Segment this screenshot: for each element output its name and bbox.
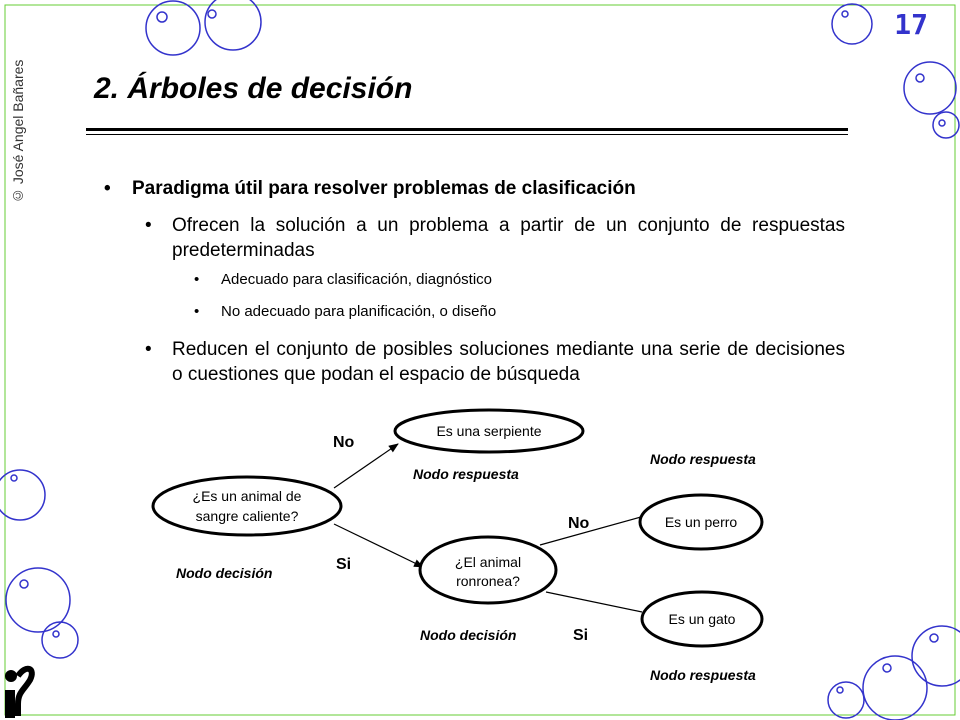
bullet-dot-icon: • xyxy=(194,271,200,288)
edge-label-no-2: No xyxy=(568,515,590,532)
bullet-item-1-text: Adecuado para clasificación, diagnóstico xyxy=(221,271,493,288)
node-ronronea xyxy=(420,537,556,603)
edge-ronronea-perro xyxy=(540,517,641,545)
bullet-main-text: Paradigma útil para resolver problemas de clasificación xyxy=(132,178,636,199)
node-ronronea-line2: ronronea? xyxy=(456,573,520,589)
node-root-line2: sangre caliente? xyxy=(195,508,299,524)
node-root-line1: ¿Es un animal de xyxy=(192,488,302,504)
copyright-text: © José Angel Bañares xyxy=(10,59,26,204)
caption-ronronea: Nodo decisión xyxy=(420,627,517,643)
bullet-dot-icon: • xyxy=(194,303,200,320)
node-ronronea-line1: ¿El animal xyxy=(454,554,522,570)
bullet-sub-2-text: Reducen el conjunto de posibles soluciones mediante una serie de decisiones o cuestiones que podan el espacio de búsqueda xyxy=(172,339,845,385)
slide-title: 2. Árboles de decisión xyxy=(94,72,413,105)
bullet-dot-icon: • xyxy=(145,215,152,236)
edge-ronronea-gato xyxy=(546,592,642,612)
caption-perro: Nodo respuesta xyxy=(650,451,756,467)
edge-label-no-1: No xyxy=(333,434,355,451)
bullet-sub-1-text: Ofrecen la solución a un problema a partir de un conjunto de respuestas predeterminadas xyxy=(172,215,845,261)
caption-root: Nodo decisión xyxy=(176,565,273,581)
caption-serpiente: Nodo respuesta xyxy=(413,466,519,482)
node-gato-label: Es un gato xyxy=(668,611,736,627)
edge-label-si-2: Si xyxy=(573,627,589,644)
node-serpiente-label: Es una serpiente xyxy=(436,423,542,439)
node-perro-label: Es un perro xyxy=(664,514,738,530)
bullet-item-2-text: No adecuado para planificación, o diseño xyxy=(221,303,497,320)
node-root xyxy=(153,477,341,535)
page-number: 17 xyxy=(894,8,928,41)
caption-gato: Nodo respuesta xyxy=(650,667,756,683)
bullet-dot-icon: • xyxy=(104,178,111,199)
edge-label-si-1: Si xyxy=(336,556,352,573)
bullet-dot-icon: • xyxy=(145,339,152,360)
